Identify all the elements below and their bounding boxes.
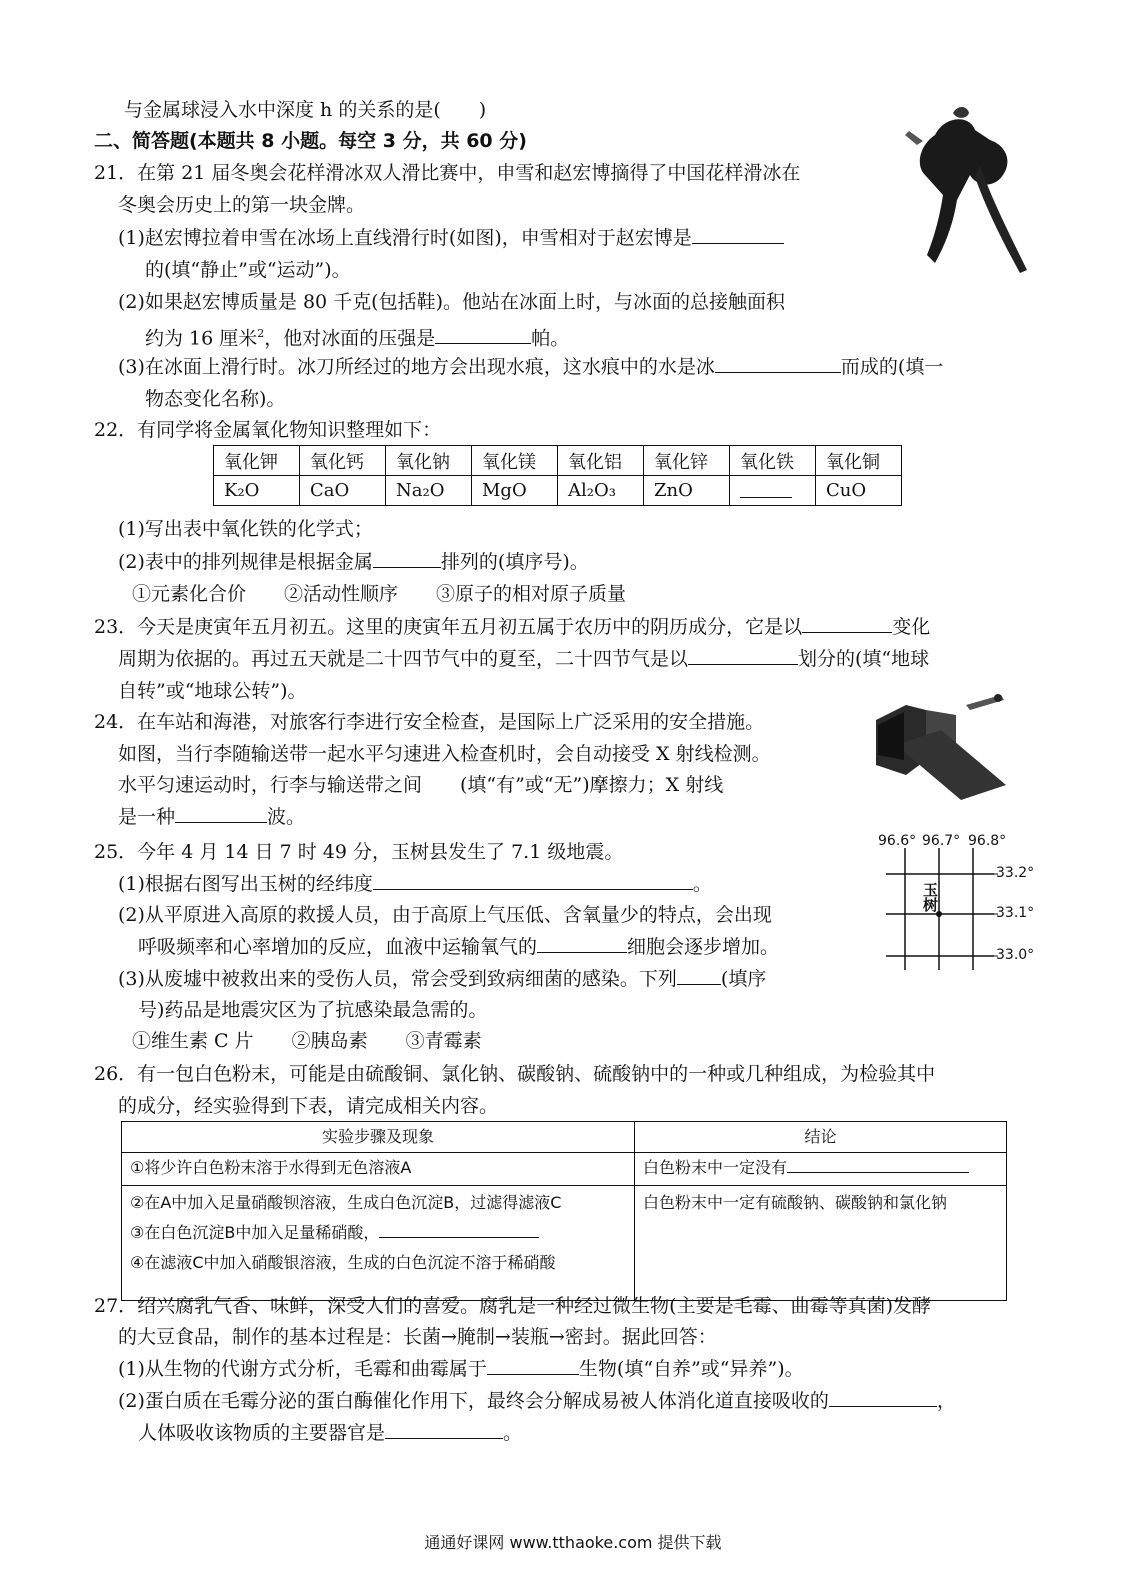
header-steps: 实验步骤及现象	[122, 1122, 635, 1153]
lat-label: 33.2°	[996, 865, 1035, 881]
q21-part2-unit: 帕。	[531, 327, 570, 350]
q25-part1-blank[interactable]	[373, 871, 693, 890]
q27-part2-blank1[interactable]	[829, 1388, 937, 1407]
q27-part2-blank2[interactable]	[385, 1420, 503, 1439]
q21-part3-cont: 物态变化名称)。	[145, 388, 286, 410]
q21-part1-text: (1)赵宏博拉着申雪在冰场上直线滑行时(如图)，申雪相对于赵宏博是	[118, 227, 692, 249]
oxide-formula: K₂O	[214, 476, 300, 506]
q21-part2: (2)如果赵宏博质量是 80 千克(包括鞋)。他站在冰面上时，与冰面的总接触面积	[118, 291, 785, 313]
oxide-name: 氧化铁	[730, 446, 816, 476]
conclusion-2: 白色粉末中一定有硫酸钠、碳酸钠和氯化钠	[635, 1186, 1007, 1301]
oxide-name-row	[214, 446, 902, 476]
q22-part1: (1)写出表中氧化铁的化学式；	[118, 518, 373, 540]
oxide-formula: MgO	[472, 476, 558, 506]
q23-line3: 自转”或“地球公转”)。	[118, 680, 307, 702]
step-3-text: ③在白色沉淀B中加入足量稀硝酸，	[130, 1223, 380, 1242]
oxide-name: 氧化镁	[472, 446, 558, 476]
oxide-formula-row	[214, 476, 902, 506]
q25-part3-text: (3)从废墟中被救出来的受伤人员，常会受到致病细菌的感染。下列	[118, 968, 677, 990]
latlon-map	[876, 830, 1046, 975]
oxide-formula: Na₂O	[386, 476, 472, 506]
oxide-formula: CuO	[816, 476, 902, 506]
oxide-table	[213, 445, 902, 506]
q21-stem-2: 冬奥会历史上的第一块金牌。	[118, 194, 366, 216]
intro-line: 与金属球浸入水中深度 h 的关系的是( )	[124, 99, 487, 121]
section-title: 二、简答题(本题共 8 小题。每空 3 分，共 60 分)	[94, 130, 527, 152]
q24-line2: 如图，当行李随输送带一起水平匀速进入检查机时，会自动接受 X 射线检测。	[118, 743, 771, 765]
xray-machine-image	[866, 690, 1016, 805]
q25-part3-text2: (填序	[720, 968, 767, 990]
superscript: 2	[257, 327, 265, 340]
skater-image	[895, 105, 1035, 280]
q23-blank2[interactable]	[688, 646, 798, 665]
place-label: 玉树	[921, 882, 939, 912]
oxide-name: 氧化铝	[558, 446, 644, 476]
step-2: ②在A中加入足量硝酸钡溶液，生成白色沉淀B，过滤得滤液C	[130, 1193, 562, 1212]
step-3	[130, 1218, 626, 1248]
q22-part2-text2: 排列的(填序号)。	[440, 551, 589, 573]
q25-stem: 25．今年 4 月 14 日 7 时 49 分，玉树县发生了 7.1 级地震。	[94, 841, 624, 863]
q22-part2-blank[interactable]	[373, 549, 441, 568]
q23-text3: 周期为依据的。再过五天就是二十四节气中的夏至，二十四节气是以	[118, 648, 689, 670]
q21-part3	[118, 354, 943, 380]
conclusion-1-blank[interactable]	[787, 1156, 969, 1173]
oxide-formula: CaO	[300, 476, 386, 506]
q23-text: 23．今天是庚寅年五月初五。这里的庚寅年五月初五属于农历中的阴历成分，它是以	[94, 616, 803, 638]
q22-part2	[118, 549, 589, 575]
q27-part2-cont	[138, 1420, 522, 1446]
q24-line1: 24．在车站和海港，对旅客行李进行安全检查，是国际上广泛采用的安全措施。	[94, 711, 765, 733]
exp-row-1	[122, 1153, 1007, 1186]
q25-part1	[118, 871, 712, 897]
q24-blank[interactable]	[175, 804, 267, 823]
q27-part1-text2: 生物(填“自养”或“异养”)。	[578, 1358, 804, 1380]
q21-stem-1: 21．在第 21 届冬奥会花样滑冰双人滑比赛中，申雪和赵宏博摘得了中国花样滑冰在	[94, 162, 801, 184]
q26-line2: 的成分，经实验得到下表，请完成相关内容。	[118, 1095, 499, 1117]
q27-line2: 的大豆食品，制作的基本过程是：长菌→腌制→装瓶→密封。据此回答：	[118, 1326, 717, 1348]
lon-label: 96.7°	[922, 833, 961, 849]
q25-part3-blank[interactable]	[677, 966, 721, 985]
experiment-table	[121, 1121, 1007, 1301]
exp-header-row	[122, 1122, 1007, 1153]
oxide-formula: Al₂O₃	[558, 476, 644, 506]
lat-label: 33.1°	[996, 905, 1035, 921]
q23-text2: 变化	[892, 616, 931, 638]
q24-text2: 波。	[267, 806, 306, 828]
lat-label: 33.0°	[996, 947, 1035, 963]
header-conclusion: 结论	[635, 1122, 1007, 1153]
step-4: ④在滤液C中加入硝酸银溶液，生成的白色沉淀不溶于稀硝酸	[130, 1253, 556, 1272]
q25-part2-blank[interactable]	[537, 934, 627, 953]
q21-part2-text2: ，他对冰面的压强是	[264, 327, 436, 350]
q21-part1	[118, 225, 784, 251]
q21-part1-cont: 的(填“静止”或“运动”)。	[145, 259, 351, 281]
q27-part2-end: 。	[503, 1422, 523, 1444]
q23-line1	[94, 614, 930, 640]
oxide-name: 氧化铜	[816, 446, 902, 476]
q25-part2-cont	[138, 934, 779, 960]
q21-part3-text: (3)在冰面上滑行时。冰刀所经过的地方会出现水痕，这水痕中的水是冰	[118, 356, 715, 378]
step-1: ①将少许白色粉末溶于水得到无色溶液A	[122, 1153, 635, 1186]
q25-part2-text2: 细胞会逐步增加。	[627, 936, 780, 958]
oxide-formula: ZnO	[644, 476, 730, 506]
q21-part2-text: 约为 16 厘米	[145, 327, 258, 350]
q22-part2-text: (2)表中的排列规律是根据金属	[118, 551, 373, 573]
q21-part1-blank[interactable]	[692, 225, 784, 244]
steps-2-4	[122, 1186, 635, 1301]
conclusion-1-text: 白色粉末中一定没有	[643, 1158, 788, 1177]
q25-part3	[118, 966, 766, 992]
step-3-blank[interactable]	[379, 1221, 539, 1238]
q21-part2-blank[interactable]	[435, 325, 531, 344]
q21-part3-blank[interactable]	[715, 354, 841, 373]
exp-row-2	[122, 1186, 1007, 1301]
q27-part2-text: (2)蛋白质在毛霉分泌的蛋白酶催化作用下，最终会分解成易被人体消化道直接吸收的	[118, 1390, 829, 1412]
q23-text4: 划分的(填“地球	[798, 648, 930, 670]
q27-part2-comma: ，	[936, 1390, 956, 1412]
q25-options: ①维生素 C 片 ②胰岛素 ③青霉素	[132, 1030, 482, 1052]
oxide-name: 氧化钾	[214, 446, 300, 476]
conclusion-1	[635, 1153, 1007, 1186]
oxide-name: 氧化钙	[300, 446, 386, 476]
formula-blank-line	[740, 479, 792, 498]
q24-line3: 水平匀速运动时，行李与输送带之间 (填“有”或“无”)摩擦力；X 射线	[118, 774, 724, 796]
q23-blank1[interactable]	[802, 614, 892, 633]
lon-label: 96.8°	[968, 833, 1007, 849]
q26-line1: 26．有一包白色粉末，可能是由硫酸铜、氯化钠、碳酸钠、硫酸钠中的一种或几种组成，为检验其中	[94, 1063, 936, 1085]
oxide-name: 氧化锌	[644, 446, 730, 476]
lon-label: 96.6°	[878, 833, 917, 849]
q25-part2-text: 呼吸频率和心率增加的反应，血液中运输氧气的	[138, 936, 538, 958]
q27-part1-blank[interactable]	[487, 1356, 579, 1375]
q24-text: 是一种	[118, 806, 176, 828]
iron-oxide-formula-blank[interactable]	[730, 476, 816, 506]
q27-part1	[118, 1356, 804, 1382]
q27-part2	[118, 1388, 956, 1414]
oxide-name: 氧化钠	[386, 446, 472, 476]
q21-part3-text2: 而成的(填一	[840, 356, 944, 378]
q22-options: ①元素化合价 ②活动性顺序 ③原子的相对原子质量	[132, 583, 627, 605]
q22-stem: 22．有同学将金属氧化物知识整理如下：	[94, 419, 442, 441]
q21-part2-cont	[145, 321, 569, 351]
footer-text: 通通好课网 www.tthaoke.com 提供下载	[424, 1533, 722, 1552]
q27-part1-text: (1)从生物的代谢方式分析，毛霉和曲霉属于	[118, 1358, 487, 1380]
q25-part3-cont: 号)药品是地震灾区为了抗感染最急需的。	[138, 999, 488, 1021]
q27-line1: 27．绍兴腐乳气香、味鲜，深受人们的喜爱。腐乳是一种经过微生物(主要是毛霉、曲霉等真菌)发酵	[94, 1295, 932, 1317]
q25-part1-text: (1)根据右图写出玉树的经纬度	[118, 873, 373, 895]
q23-line2	[118, 646, 929, 672]
q24-line4	[118, 804, 305, 830]
q25-part1-end: 。	[692, 873, 712, 895]
q27-part2-text2: 人体吸收该物质的主要器官是	[138, 1422, 386, 1444]
q25-part2: (2)从平原进入高原的救援人员，由于高原上气压低、含氧量少的特点，会出现	[118, 904, 772, 926]
